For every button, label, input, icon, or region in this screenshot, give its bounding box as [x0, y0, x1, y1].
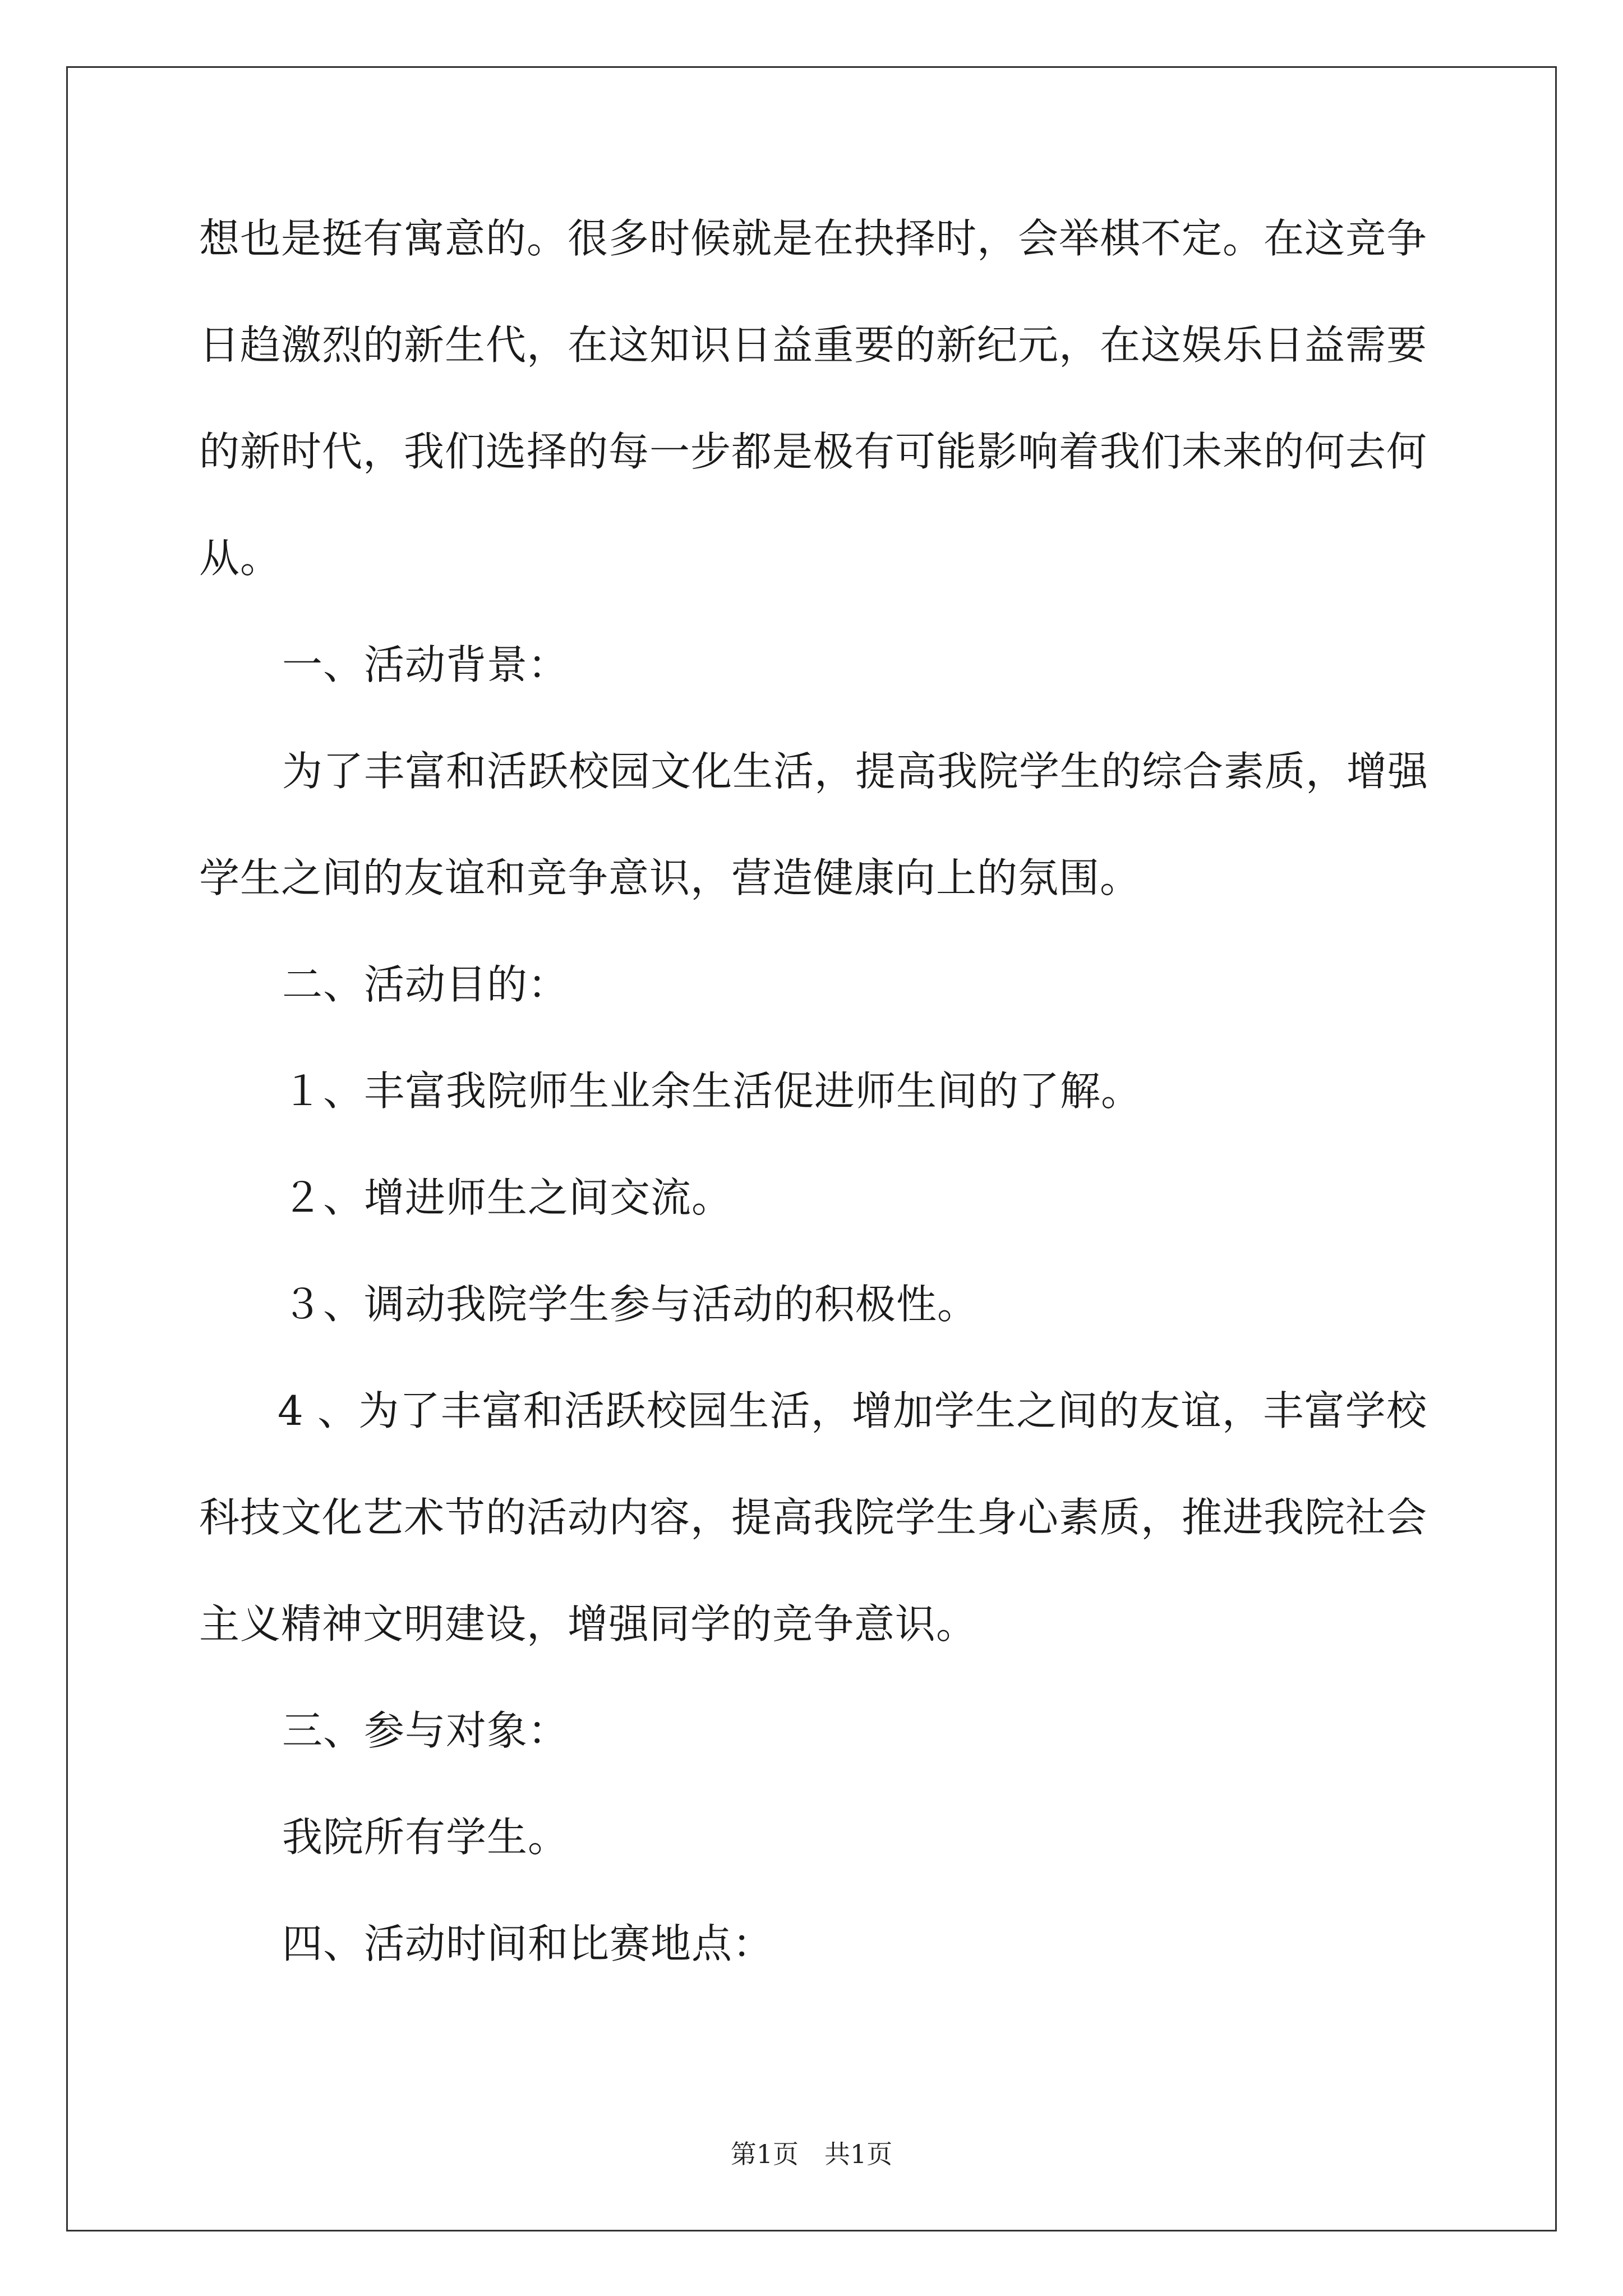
paragraph-line: 科技文化艺术节的活动内容，提高我院学生身心素质，推进我院社会 — [199, 1494, 1428, 1541]
paragraph-line: 我院所有学生。 — [282, 1814, 569, 1861]
paragraph-line: 主义精神文明建设，增强同学的竞争意识。 — [199, 1600, 978, 1648]
paragraph-line: 为了丰富和活跃校园文化生活，提高我院学生的综合素质，增强 — [282, 748, 1429, 795]
list-item: １、丰富我院师生业余生活促进师生间的了解。 — [282, 1068, 1142, 1115]
section-heading-purpose: 二、活动目的： — [282, 961, 569, 1008]
section-heading-participants: 三、参与对象： — [282, 1707, 569, 1754]
paragraph-line: 学生之间的友谊和竞争意识，营造健康向上的氛围。 — [199, 854, 1141, 901]
paragraph-line: 从。 — [199, 535, 282, 582]
list-item: 4 、为了丰富和活跃校园生活，增加学生之间的友谊，丰富学校 — [278, 1387, 1427, 1434]
page-number-footer: 第1页 共1页 — [730, 2139, 893, 2169]
paragraph-line: 的新时代，我们选择的每一步都是极有可能影响着我们未来的何去何 — [199, 428, 1428, 475]
section-heading-time-location: 四、活动时间和比赛地点： — [282, 1920, 774, 1967]
section-heading-background: 一、活动背景： — [282, 641, 569, 688]
paragraph-line: 想也是挺有寓意的。很多时候就是在抉择时，会举棋不定。在这竞争 — [199, 215, 1428, 262]
list-item: ３、调动我院学生参与活动的积极性。 — [282, 1281, 979, 1328]
list-item: ２、增进师生之间交流。 — [282, 1174, 733, 1221]
page-border — [66, 66, 1557, 2231]
paragraph-line: 日趋激烈的新生代，在这知识日益重要的新纪元，在这娱乐日益需要 — [199, 321, 1428, 369]
